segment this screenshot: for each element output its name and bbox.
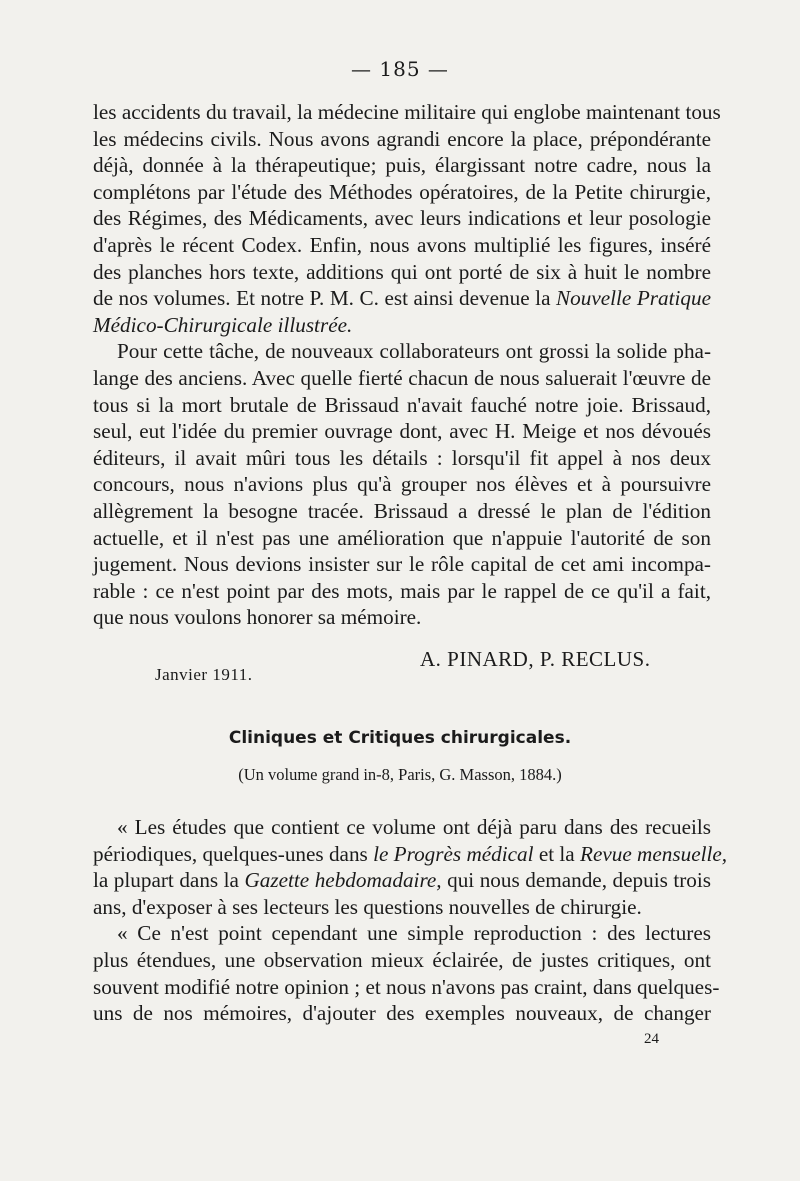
preface-text: [93, 99, 721, 631]
text-line: allègrement la besogne tracée. Brissaud a dressé le plan de l'édition: [93, 498, 711, 523]
text-line: les accidents du travail, la médecine militaire qui englobe maintenant tous: [93, 100, 721, 124]
signature-mark: 24: [644, 1031, 659, 1047]
text-line: déjà, donnée à la thérapeutique; puis, élargissant notre cadre, nous la: [93, 153, 711, 178]
text-line: concours, nous n'avions plus qu'à grouper nos élèves et à poursuivre: [93, 472, 711, 497]
date: Janvier 1911.: [155, 665, 253, 684]
section-title: Cliniques et Critiques chirurgicales.: [228, 728, 572, 748]
text-line: éditeurs, il avait mûri tous les détails : lorsqu'il fit appel à nos deux: [93, 445, 711, 470]
page-number: — 185 —: [351, 57, 449, 81]
section-subtitle: (Un volume grand in-8, Paris, G. Masson, 1884.): [238, 765, 562, 784]
italic-book-title: Nouvelle Pratique: [556, 286, 712, 311]
quoted-text: [93, 814, 728, 1027]
text-line: Pour cette tâche, de nouveaux collaborateurs ont grossi la solide pha-: [117, 339, 711, 364]
text-line: lange des anciens. Avec quelle fierté chacun de nous saluerait l'œuvre de: [93, 365, 711, 390]
text-line: uns de nos mémoires, d'ajouter des exemples nouveaux, de changer: [93, 1001, 711, 1026]
text-line: seul, eut l'idée du premier ouvrage dont, avec H. Meige et nos dévoués: [93, 419, 711, 444]
text-line: souvent modifié notre opinion ; et nous n'avons pas craint, dans quelques-: [93, 974, 720, 999]
italic-journal-title: Revue mensuelle,: [580, 841, 728, 866]
signature: A. PINARD, P. RECLUS.: [420, 647, 651, 671]
italic-journal-title: le Progrès médical: [373, 841, 534, 866]
text-line: rable : ce n'est point par des mots, mais par le rappel de ce qu'il a fait,: [93, 578, 711, 603]
text-line: « Les études que contient ce volume ont déjà paru dans des recueils: [117, 815, 711, 839]
text-fragment: la plupart dans la: [93, 868, 245, 893]
text-line-with-title: [93, 285, 711, 312]
text-fragment: de nos volumes. Et notre P. M. C. est ainsi devenue la: [93, 286, 551, 311]
text-line: « Ce n'est point cependant une simple reproduction : des lectures: [117, 921, 711, 946]
text-line-italic: [93, 312, 711, 339]
text-line: jugement. Nous devions insister sur le rôle capital de cet ami incompa-: [93, 552, 711, 577]
text-fragment: et la: [533, 841, 581, 866]
text-line: des Régimes, des Médicaments, avec leurs indications et leur posologie: [93, 206, 711, 231]
text-fragment: qui nous demande, depuis trois: [441, 868, 711, 893]
text-fragment: périodiques, quelques-unes dans: [93, 841, 374, 866]
text-line: des planches hors texte, additions qui ont porté de six à huit le nombre: [93, 259, 711, 284]
text-line: tous si la mort brutale de Brissaud n'avait fauché notre joie. Brissaud,: [93, 392, 711, 417]
italic-book-title: Médico-Chirurgicale illustrée.: [93, 312, 353, 337]
text-line: [93, 867, 711, 894]
italic-journal-title: Gazette hebdomadaire,: [244, 868, 442, 893]
text-line: ans, d'exposer à ses lecteurs les questions nouvelles de chirurgie.: [93, 894, 642, 919]
text-line: actuelle, et il n'est pas une amélioration que n'appuie l'autorité de son: [93, 525, 711, 550]
text-line: complétons par l'étude des Méthodes opératoires, de la Petite chirurgie,: [93, 179, 711, 204]
text-line: les médecins civils. Nous avons agrandi encore la place, prépondérante: [93, 126, 711, 151]
text-line: plus étendues, une observation mieux éclairée, de justes critiques, ont: [93, 947, 711, 972]
text-line: [93, 841, 728, 868]
text-line: que nous voulons honorer sa mémoire.: [93, 605, 422, 630]
text-line: d'après le récent Codex. Enfin, nous avons multiplié les figures, inséré: [93, 232, 711, 257]
